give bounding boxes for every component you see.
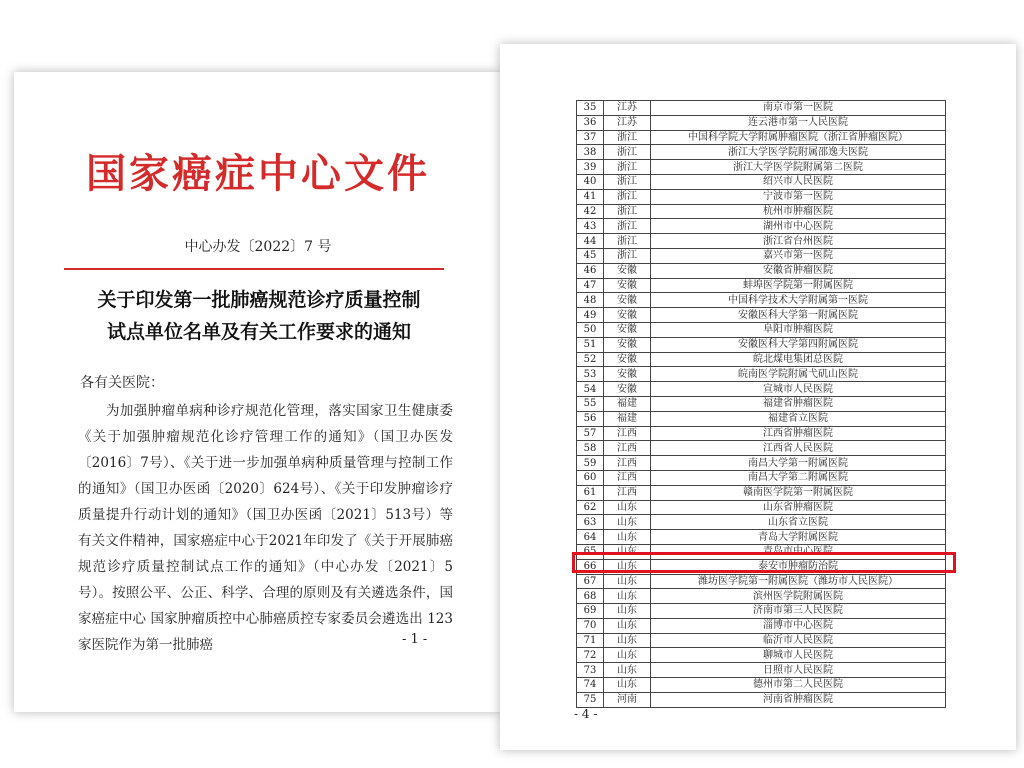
row-hospital: 济南市第三人民医院 bbox=[651, 604, 946, 619]
row-province: 安徽 bbox=[604, 337, 651, 352]
row-number: 47 bbox=[577, 278, 604, 293]
table-row bbox=[577, 101, 946, 116]
table-row bbox=[577, 115, 946, 130]
table-row bbox=[577, 219, 946, 234]
page-number: - 1 - bbox=[402, 632, 428, 647]
row-province: 福建 bbox=[604, 411, 651, 426]
row-number: 45 bbox=[577, 248, 604, 263]
row-hospital: 皖北煤电集团总医院 bbox=[651, 352, 946, 367]
row-number: 48 bbox=[577, 293, 604, 308]
row-province: 安徽 bbox=[604, 308, 651, 323]
row-number: 54 bbox=[577, 382, 604, 397]
row-number: 59 bbox=[577, 456, 604, 471]
row-number: 67 bbox=[577, 574, 604, 589]
table-row bbox=[577, 367, 946, 382]
row-province: 江西 bbox=[604, 441, 651, 456]
table-row bbox=[577, 396, 946, 411]
document-page-4 bbox=[500, 44, 1016, 750]
row-hospital: 福建省肿瘤医院 bbox=[651, 396, 946, 411]
row-province: 福建 bbox=[604, 396, 651, 411]
row-hospital: 聊城市人民医院 bbox=[651, 648, 946, 663]
table-row bbox=[577, 130, 946, 145]
salutation: 各有关医院： bbox=[80, 375, 164, 391]
table-row bbox=[577, 160, 946, 175]
row-province: 山东 bbox=[604, 515, 651, 530]
row-province: 山东 bbox=[604, 589, 651, 604]
table-row bbox=[577, 293, 946, 308]
table-row bbox=[577, 470, 946, 485]
row-hospital: 浙江大学医学院附属第二医院 bbox=[651, 160, 946, 175]
table-row bbox=[577, 234, 946, 249]
row-hospital: 蚌埠医学院第一附属医院 bbox=[651, 278, 946, 293]
row-province: 安徽 bbox=[604, 278, 651, 293]
document-number: 中心办发〔2022〕7 号 bbox=[184, 239, 332, 255]
table-row bbox=[577, 574, 946, 589]
table-row bbox=[577, 441, 946, 456]
table-row bbox=[577, 485, 946, 500]
table-row bbox=[577, 263, 946, 278]
row-number: 65 bbox=[577, 544, 604, 559]
table-row bbox=[577, 618, 946, 633]
row-hospital: 淄博市中心医院 bbox=[651, 618, 946, 633]
document-page-1 bbox=[14, 72, 502, 712]
row-hospital: 江西省人民医院 bbox=[651, 441, 946, 456]
row-province: 浙江 bbox=[604, 160, 651, 175]
row-hospital: 江西省肿瘤医院 bbox=[651, 426, 946, 441]
row-number: 40 bbox=[577, 174, 604, 189]
row-hospital: 浙江大学医学院附属邵逸夫医院 bbox=[651, 145, 946, 160]
row-province: 山东 bbox=[604, 618, 651, 633]
row-hospital: 安徽省肿瘤医院 bbox=[651, 263, 946, 278]
table-row bbox=[577, 663, 946, 678]
row-number: 69 bbox=[577, 604, 604, 619]
row-province: 安徽 bbox=[604, 293, 651, 308]
row-number: 39 bbox=[577, 160, 604, 175]
row-hospital: 杭州市肿瘤医院 bbox=[651, 204, 946, 219]
table-row bbox=[577, 308, 946, 323]
row-province: 山东 bbox=[604, 574, 651, 589]
row-number: 61 bbox=[577, 485, 604, 500]
page-number: - 4 - bbox=[574, 707, 598, 721]
table-row bbox=[577, 278, 946, 293]
row-number: 44 bbox=[577, 234, 604, 249]
table-row bbox=[577, 692, 946, 707]
row-number: 75 bbox=[577, 692, 604, 707]
row-province: 山东 bbox=[604, 530, 651, 545]
row-number: 63 bbox=[577, 515, 604, 530]
row-number: 49 bbox=[577, 308, 604, 323]
row-hospital: 浙江省台州医院 bbox=[651, 234, 946, 249]
row-province: 安徽 bbox=[604, 352, 651, 367]
row-number: 64 bbox=[577, 530, 604, 545]
row-province: 浙江 bbox=[604, 234, 651, 249]
table-row bbox=[577, 678, 946, 693]
row-province: 浙江 bbox=[604, 219, 651, 234]
row-province: 江苏 bbox=[604, 115, 651, 130]
table-row bbox=[577, 633, 946, 648]
row-hospital: 中国科学技术大学附属第一医院 bbox=[651, 293, 946, 308]
row-number: 68 bbox=[577, 589, 604, 604]
row-hospital: 南昌大学第二附属医院 bbox=[651, 470, 946, 485]
table-row bbox=[577, 382, 946, 397]
row-number: 42 bbox=[577, 204, 604, 219]
row-hospital: 福建省立医院 bbox=[651, 411, 946, 426]
row-number: 53 bbox=[577, 367, 604, 382]
row-province: 河南 bbox=[604, 692, 651, 707]
row-hospital: 河南省肿瘤医院 bbox=[651, 692, 946, 707]
table-row bbox=[577, 174, 946, 189]
row-number: 73 bbox=[577, 663, 604, 678]
row-hospital: 安徽医科大学第一附属医院 bbox=[651, 308, 946, 323]
table-row bbox=[577, 500, 946, 515]
table-row bbox=[577, 352, 946, 367]
row-province: 江苏 bbox=[604, 101, 651, 116]
table-row bbox=[577, 589, 946, 604]
row-number: 35 bbox=[577, 101, 604, 116]
row-province: 江西 bbox=[604, 426, 651, 441]
row-province: 浙江 bbox=[604, 204, 651, 219]
body-paragraph: 为加强肿瘤单病种诊疗规范化管理，落实国家卫生健康委《关于加强肿瘤规范化诊疗管理工作的通知》（国卫办医发〔2016〕7号）、《关于进一步加强单病种质量管理与控制工作的通知》（国卫办医函〔2020〕624号）、《关于印发肿瘤诊疗质量提升行动计划的通知》（国卫办医函〔2021〕513号）等有关文件精神，国家癌症中心于2021年印发了《关于开展肺癌规范诊疗质量控制试点工作的通知》（中心办发〔2021〕5号）。按照公平、公正、科学、合理的原则及有关遴选条件，国家癌症中心 国家肿瘤质控中心肺癌质控专家委员会遴选出 123 家医院作为第一批肺癌 bbox=[78, 403, 453, 653]
table-row bbox=[577, 337, 946, 352]
table-row bbox=[577, 604, 946, 619]
table-row bbox=[577, 426, 946, 441]
subject-line: 试点单位名单及有关工作要求的通知 bbox=[106, 321, 411, 343]
row-hospital: 阜阳市肿瘤医院 bbox=[651, 322, 946, 337]
row-number: 41 bbox=[577, 189, 604, 204]
row-hospital: 宁波市第一医院 bbox=[651, 189, 946, 204]
row-hospital: 安徽医科大学第四附属医院 bbox=[651, 337, 946, 352]
row-number: 43 bbox=[577, 219, 604, 234]
row-province: 浙江 bbox=[604, 130, 651, 145]
header-divider bbox=[64, 268, 444, 270]
row-number: 72 bbox=[577, 648, 604, 663]
row-province: 浙江 bbox=[604, 248, 651, 263]
table-row bbox=[577, 204, 946, 219]
row-number: 70 bbox=[577, 618, 604, 633]
row-province: 安徽 bbox=[604, 367, 651, 382]
row-hospital: 宣城市人民医院 bbox=[651, 382, 946, 397]
row-province: 浙江 bbox=[604, 145, 651, 160]
row-hospital: 南京市第一医院 bbox=[651, 101, 946, 116]
document-header-title: 国家癌症中心文件 bbox=[86, 150, 430, 197]
hospital-list-table bbox=[576, 100, 946, 708]
table-row bbox=[577, 648, 946, 663]
row-number: 62 bbox=[577, 500, 604, 515]
row-number: 74 bbox=[577, 678, 604, 693]
row-hospital: 青岛大学附属医院 bbox=[651, 530, 946, 545]
row-province: 山东 bbox=[604, 663, 651, 678]
row-province: 江西 bbox=[604, 485, 651, 500]
row-province: 山东 bbox=[604, 633, 651, 648]
row-number: 58 bbox=[577, 441, 604, 456]
row-hospital: 青岛市中心医院 bbox=[651, 544, 946, 559]
row-number: 37 bbox=[577, 130, 604, 145]
row-province: 浙江 bbox=[604, 189, 651, 204]
row-hospital: 滨州医学院附属医院 bbox=[651, 589, 946, 604]
row-province: 山东 bbox=[604, 648, 651, 663]
row-hospital: 日照市人民医院 bbox=[651, 663, 946, 678]
subject-line: 关于印发第一批肺癌规范诊疗质量控制 bbox=[97, 289, 421, 311]
row-number: 55 bbox=[577, 396, 604, 411]
row-province: 安徽 bbox=[604, 263, 651, 278]
row-number: 71 bbox=[577, 633, 604, 648]
row-hospital: 南昌大学第一附属医院 bbox=[651, 456, 946, 471]
row-hospital: 嘉兴市第一医院 bbox=[651, 248, 946, 263]
row-hospital: 德州市第二人民医院 bbox=[651, 678, 946, 693]
row-province: 山东 bbox=[604, 500, 651, 515]
row-number: 36 bbox=[577, 115, 604, 130]
table-row bbox=[577, 456, 946, 471]
table-row bbox=[577, 145, 946, 160]
row-province: 安徽 bbox=[604, 322, 651, 337]
row-number: 56 bbox=[577, 411, 604, 426]
row-province: 山东 bbox=[604, 559, 651, 574]
table-row bbox=[577, 248, 946, 263]
highlight-box bbox=[572, 552, 956, 573]
row-province: 山东 bbox=[604, 678, 651, 693]
row-hospital: 泰安市肿瘤防治院 bbox=[651, 559, 946, 574]
row-hospital: 皖南医学院附属弋矶山医院 bbox=[651, 367, 946, 382]
row-hospital: 湖州市中心医院 bbox=[651, 219, 946, 234]
row-province: 浙江 bbox=[604, 174, 651, 189]
row-number: 50 bbox=[577, 322, 604, 337]
document-body bbox=[78, 398, 453, 658]
row-hospital: 潍坊医学院第一附属医院（潍坊市人民医院） bbox=[651, 574, 946, 589]
row-hospital: 赣南医学院第一附属医院 bbox=[651, 485, 946, 500]
row-number: 66 bbox=[577, 559, 604, 574]
row-province: 安徽 bbox=[604, 382, 651, 397]
row-hospital: 中国科学院大学附属肿瘤医院（浙江省肿瘤医院） bbox=[651, 130, 946, 145]
row-hospital: 山东省肿瘤医院 bbox=[651, 500, 946, 515]
document-subject bbox=[74, 284, 444, 348]
row-province: 山东 bbox=[604, 604, 651, 619]
row-number: 38 bbox=[577, 145, 604, 160]
row-number: 51 bbox=[577, 337, 604, 352]
table-row bbox=[577, 189, 946, 204]
table-row bbox=[577, 411, 946, 426]
table-row bbox=[577, 530, 946, 545]
table-row bbox=[577, 322, 946, 337]
row-number: 52 bbox=[577, 352, 604, 367]
row-hospital: 连云港市第一人民医院 bbox=[651, 115, 946, 130]
row-province: 山东 bbox=[604, 544, 651, 559]
row-province: 江西 bbox=[604, 456, 651, 471]
row-hospital: 临沂市人民医院 bbox=[651, 633, 946, 648]
row-hospital: 山东省立医院 bbox=[651, 515, 946, 530]
row-number: 46 bbox=[577, 263, 604, 278]
row-province: 江西 bbox=[604, 470, 651, 485]
row-number: 60 bbox=[577, 470, 604, 485]
row-hospital: 绍兴市人民医院 bbox=[651, 174, 946, 189]
row-number: 57 bbox=[577, 426, 604, 441]
table-row bbox=[577, 515, 946, 530]
